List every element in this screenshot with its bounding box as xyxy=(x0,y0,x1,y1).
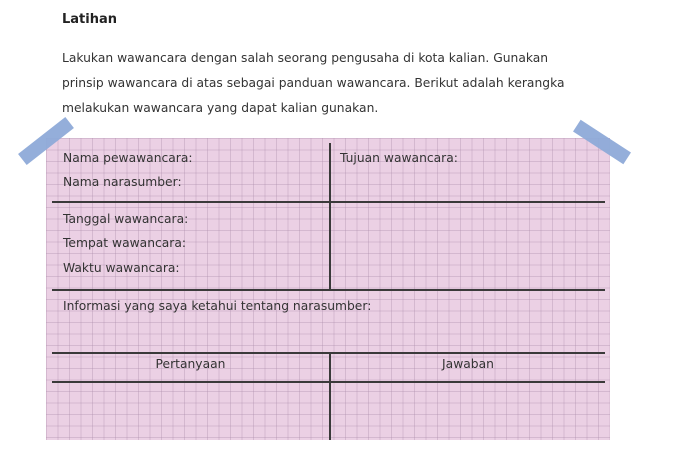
divider-row-2 xyxy=(52,289,605,291)
instruction-paragraph xyxy=(62,46,622,121)
interview-place-label: Tempat wawancara: xyxy=(63,236,187,250)
instruction-line-2: prinsip wawancara di atas sebagai panduan wawancara. Berikut adalah kerangka xyxy=(62,76,565,90)
divider-vertical-top xyxy=(329,143,331,289)
divider-row-1 xyxy=(52,201,605,203)
interviewer-name-label: Nama pewawancara: xyxy=(63,151,193,165)
interview-time-label: Waktu wawancara: xyxy=(63,261,180,275)
answer-column-header: Jawaban xyxy=(442,357,494,371)
interview-goal-label: Tujuan wawancara: xyxy=(340,151,458,165)
question-column-header: Pertanyaan xyxy=(155,357,226,371)
instruction-line-3: melakukan wawancara yang dapat kalian gunakan. xyxy=(62,101,379,115)
exercise-heading: Latihan xyxy=(62,12,118,27)
info-known-label: Informasi yang saya ketahui tentang narasumber: xyxy=(63,299,372,313)
interviewee-name-label: Nama narasumber: xyxy=(63,175,182,189)
instruction-line-1: Lakukan wawancara dengan salah seorang pengusaha di kota kalian. Gunakan xyxy=(62,51,549,65)
interview-date-label: Tanggal wawancara: xyxy=(63,212,189,226)
